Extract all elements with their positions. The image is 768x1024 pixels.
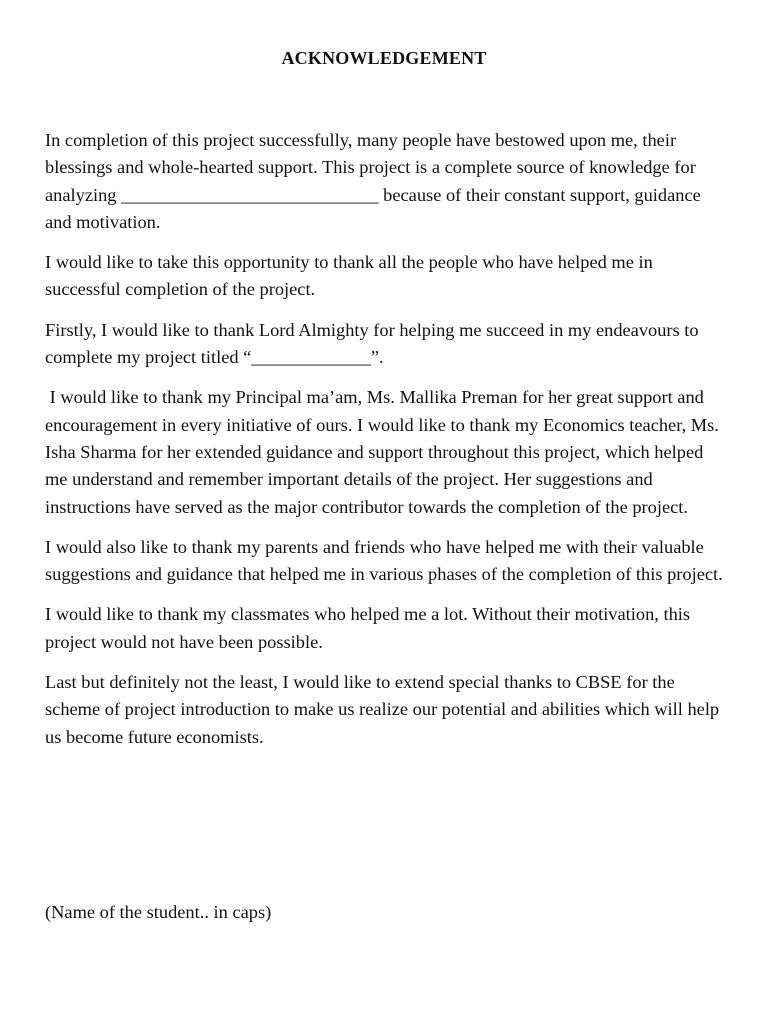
paragraph-thanks-classmates: I would like to thank my classmates who helped me a lot. Without their motivation, this project would not have been possible. (45, 604, 695, 652)
paragraph-thanks-parents: I would also like to thank my parents and friends who have helped me with their valuable suggestions and guidance that helped me in various phases of the completion of this project. (45, 536, 723, 585)
paragraph-thanks-cbse: Last but definitely not the least, I would like to extend special thanks to CBSE for the scheme of project introduction to make us realize our potential and abilities which will help us become future economists. (45, 672, 724, 747)
paragraph-thanks-teachers: I would like to thank my Principal ma’am, Ms. Mallika Preman for her great support and encouragement in every initiative of ours. I would like to thank my Economics teacher, Ms. Isha Sharma for her extended guidance and support throughout this project, which helped me understand and remember important details of the project. Her suggestions and instructions have served as the major contributor towards the completion of the project. (45, 387, 724, 517)
page-title: ACKNOWLEDGEMENT (281, 48, 487, 68)
document-body (45, 127, 729, 764)
paragraph-thanks-almighty: Firstly, I would like to thank Lord Almighty for helping me succeed in my endeavours to complete my project titled “_____________”. (45, 319, 704, 368)
paragraph-thanks-all: I would like to take this opportunity to thank all the people who have helped me in successful completion of the project. (45, 252, 658, 300)
student-name-line: (Name of the student.. in caps) (45, 902, 272, 922)
paragraph-intro: In completion of this project successfully, many people have bestowed upon me, their blessings and whole-hearted support. This project is a complete source of knowledge for analyzing ____________________________ because of their constant support, guidance and motivation. (45, 130, 706, 232)
